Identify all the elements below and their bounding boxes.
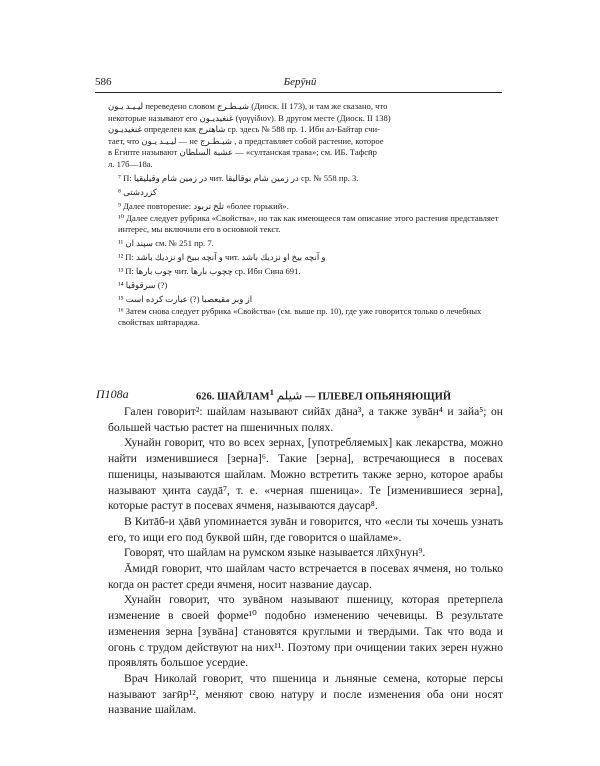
footnote-line: в Египте называют عشبة السلطان — «султанская трава»; см. ИБ. Тафсӣр: [108, 147, 377, 158]
entry-title: ШАЙЛАМ: [217, 391, 270, 403]
body-paragraph: Говорят, что шайлам на румском языке называется лӣхӯнун⁹.: [124, 546, 426, 560]
entry-title-arabic: شيلم: [276, 388, 303, 403]
body-text: [108, 404, 503, 718]
entry-title-footnote-mark: 1: [269, 387, 274, 397]
footnote-10: ¹⁰ Далее следует рубрика «Свойства», но так как имеющееся там описание этого растения представляет интерес, мы включили его в основной текст.: [118, 212, 499, 235]
body-paragraph: Врач Николай говорит, что пшеница и льняные семена, которые персы называют зағӣр¹², меняют свою натуру и после изменения оба они носят название шайлам.: [108, 671, 503, 717]
page-number: 586: [95, 76, 112, 88]
footnote-7: ⁷ П: در زمين شام وقيليقيا чит. در زمين شام بوقاليقا ср. № 558 пр. 3.: [118, 172, 359, 183]
footnote-11: ¹¹ سپند ان см. № 251 пр. 7.: [118, 237, 214, 248]
footnote-12: ¹² П: و آنچه ببيخ او نزديك باشد чит. و آنچه بيخ او نزديك باشد: [118, 251, 326, 262]
margin-reference: П108а: [96, 387, 129, 401]
body-paragraph: Гален говорит²: шайлам называют сийāх дāна³, а также зувāн⁴ и зайа⁵; он большей частью растет на пшеничных полях.: [108, 405, 503, 434]
footnote-line: л. 17б—18а.: [108, 158, 153, 169]
footnote-line: غنغيديـون определен как شاهترج ср. здесь № 588 пр. 1. Ибн ал-Байтар счи-: [108, 124, 381, 135]
body-paragraph: Хунайн говорит, что зувāном называют пшеницу, которая претерпела изменение в своей форме¹⁰ подобно изменению чечевицы. В результате изменения зерна [зувāна] становятся круглыми и твердыми. Так что вода и огонь с трудом действуют на них¹¹. Поэтому при очищении таких зерен нужно проявлять большое усердие.: [108, 593, 503, 670]
footnote-9: ⁹ Далее повторение: تلخ تربود «более горький».: [118, 200, 289, 211]
footnote-13: ¹³ П: چوب بارها чит. چچوب بارها ср. Ибн Сина 691.: [118, 265, 301, 276]
footnote-14: ¹⁴ سرقوقيا (?): [118, 279, 168, 290]
footnote-line: некоторые называют его غنغيديـون (γογγίδιον). В другом месте (Диоск. II 138): [108, 112, 391, 123]
entry-number: 626.: [196, 391, 215, 403]
footnote-line: тает, что ليـيـد يـون — не شيـطـرج , а представляет собой растение, которое: [108, 135, 384, 146]
footnotes: [108, 101, 503, 329]
footnote-15: ¹⁵ از وبر مقيعصبا (?) عبارت كرده است: [118, 293, 253, 304]
body-paragraph: Āмидӣ говорит, что шайлам часто встречается в посевах ячменя, но только когда он растет среди ячменя, носит название даусар.: [108, 562, 503, 591]
body-paragraph: В Китāб-и ҳāвӣ упоминается зувāн и говорится, что «если ты хочешь узнать его, то ищи его под буквой шӣн, где говорится о шайламе».: [108, 514, 503, 544]
footnote-16: ¹⁶ Затем снова следует рубрика «Свойства» (см. выше пр. 10), где уже говорится только о лечебных свойствах шӣтараджа.: [118, 305, 482, 328]
running-head: Бeрӯнӣ: [283, 76, 317, 88]
entry-title-gloss: — ПЛЕВЕЛ ОПЬЯНЯЮЩИЙ: [304, 391, 452, 403]
section-title: [196, 387, 451, 403]
footnote-line: ليـيـد يـون переведено словом شيـطـرج (Диоск. II 173), и там же сказано, что: [108, 101, 388, 111]
footnote-8: ⁸ كزردشتى: [118, 186, 157, 197]
header-rule: [95, 92, 502, 93]
body-paragraph: Хунайн говорит, что во всех зернах, [употребляемых] как лекарства, можно найти изменившиеся [зерна]⁶. Такие [зерна], встречающиеся в посевах пшеницы, называются шайлам. Можно встретить также зерно, которое арабы называют ҳинта саудā⁷, т. е. «черная пшеница». Те [изменившиеся зерна], которые растут в посевах ячменя, называются даусар⁸.: [108, 436, 503, 513]
